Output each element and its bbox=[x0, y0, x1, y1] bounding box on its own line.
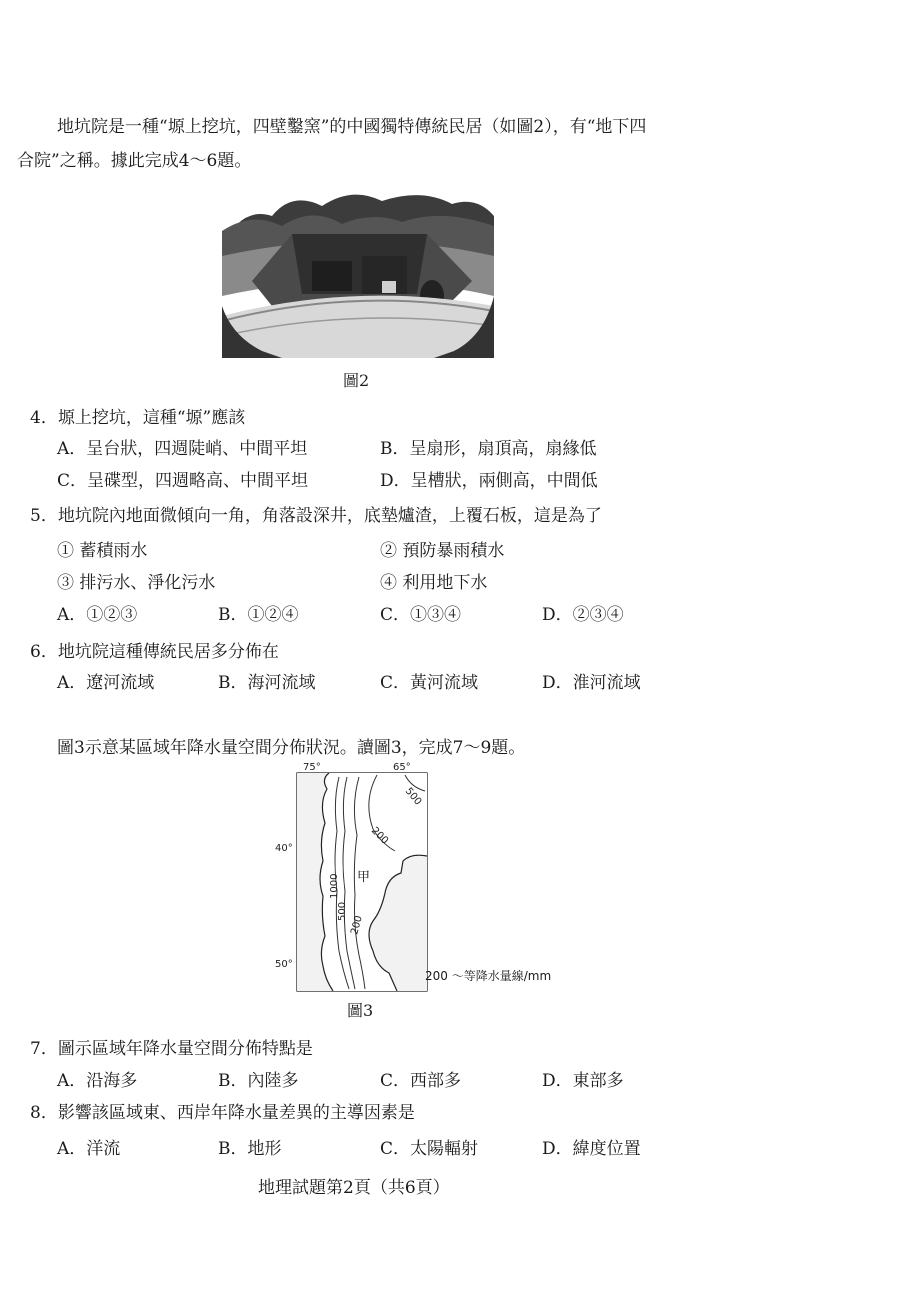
question-4-stem: 4．塬上挖坑，這種“塬”應該 bbox=[30, 408, 246, 428]
page-footer: 地理試題第2頁（共6頁） bbox=[258, 1178, 450, 1198]
lat-label-40: 40° bbox=[275, 843, 293, 854]
question-5-option-c[interactable]: C．①③④ bbox=[380, 605, 462, 625]
contour-label-1000: 1000 bbox=[329, 873, 340, 899]
question-4-option-d[interactable]: D．呈槽狀，兩側高，中間低 bbox=[380, 471, 598, 491]
figure-2-caption: 圖2 bbox=[343, 371, 370, 390]
question-5-option-a[interactable]: A．①②③ bbox=[57, 605, 138, 625]
question-5-item-1: ① 蓄積雨水 bbox=[57, 541, 148, 561]
question-6-option-c[interactable]: C．黃河流域 bbox=[380, 673, 479, 693]
question-6-option-b[interactable]: B．海河流域 bbox=[218, 673, 316, 693]
question-6-option-a[interactable]: A．遼河流域 bbox=[57, 673, 155, 693]
question-4-option-c[interactable]: C．呈碟型，四週略高、中間平坦 bbox=[57, 471, 309, 491]
question-5-stem: 5．地坑院內地面微傾向一角，角落設深井，底墊爐渣，上覆石板，這是為了 bbox=[30, 506, 602, 526]
question-4-option-b[interactable]: B．呈扇形，扇頂高，扇緣低 bbox=[380, 439, 597, 459]
place-label-jia: 甲 bbox=[357, 870, 371, 885]
lon-label-75: 75° bbox=[303, 762, 321, 773]
intro-line-1: 地坑院是一種“塬上挖坑，四壁鑿窯”的中國獨特傳統民居（如圖2），有“地下四 bbox=[57, 117, 647, 137]
question-6-stem: 6．地坑院這種傳統民居多分佈在 bbox=[30, 642, 279, 662]
contour-label-500-north: 500 bbox=[402, 785, 424, 808]
contour-label-500: 500 bbox=[337, 901, 348, 921]
question-8-stem: 8．影響該區域東、西岸年降水量差異的主導因素是 bbox=[30, 1103, 415, 1123]
contour-label-200-north: 200 bbox=[368, 825, 391, 847]
question-8-option-d[interactable]: D．緯度位置 bbox=[542, 1139, 641, 1159]
question-7-option-a[interactable]: A．沿海多 bbox=[57, 1071, 138, 1091]
figure-3-map bbox=[275, 761, 593, 993]
question-5-option-d[interactable]: D．②③④ bbox=[542, 605, 624, 625]
lon-label-65: 65° bbox=[393, 762, 411, 773]
question-5-item-2: ② 預防暴雨積水 bbox=[380, 541, 505, 561]
question-7-stem: 7．圖示區域年降水量空間分佈特點是 bbox=[30, 1039, 313, 1059]
question-6-option-d[interactable]: D．淮河流域 bbox=[542, 673, 641, 693]
question-8-option-c[interactable]: C．太陽輻射 bbox=[380, 1139, 479, 1159]
contour-label-200: 200 bbox=[349, 914, 365, 936]
intro-line-2: 合院”之稱。據此完成4～6題。 bbox=[17, 151, 252, 171]
question-5-item-4: ④ 利用地下水 bbox=[380, 573, 488, 593]
figure-3-caption: 圖3 bbox=[347, 1001, 374, 1020]
question-8-option-b[interactable]: B．地形 bbox=[218, 1139, 282, 1159]
question-7-option-c[interactable]: C．西部多 bbox=[380, 1071, 462, 1091]
question-8-option-a[interactable]: A．洋流 bbox=[57, 1139, 121, 1159]
question-5-option-b[interactable]: B．①②④ bbox=[218, 605, 299, 625]
question-7-option-d[interactable]: D．東部多 bbox=[542, 1071, 624, 1091]
question-4-option-a[interactable]: A．呈台狀，四週陡峭、中間平坦 bbox=[57, 439, 308, 459]
question-5-item-3: ③ 排污水、淨化污水 bbox=[57, 573, 216, 593]
figure-2-photo bbox=[222, 186, 494, 358]
question-7-option-b[interactable]: B．內陸多 bbox=[218, 1071, 299, 1091]
lat-label-50: 50° bbox=[275, 959, 293, 970]
intro-2: 圖3示意某區域年降水量空間分佈狀況。讀圖3，完成7～9題。 bbox=[57, 738, 526, 758]
figure-3-legend: 200 ～等降水量線/mm bbox=[425, 969, 552, 983]
